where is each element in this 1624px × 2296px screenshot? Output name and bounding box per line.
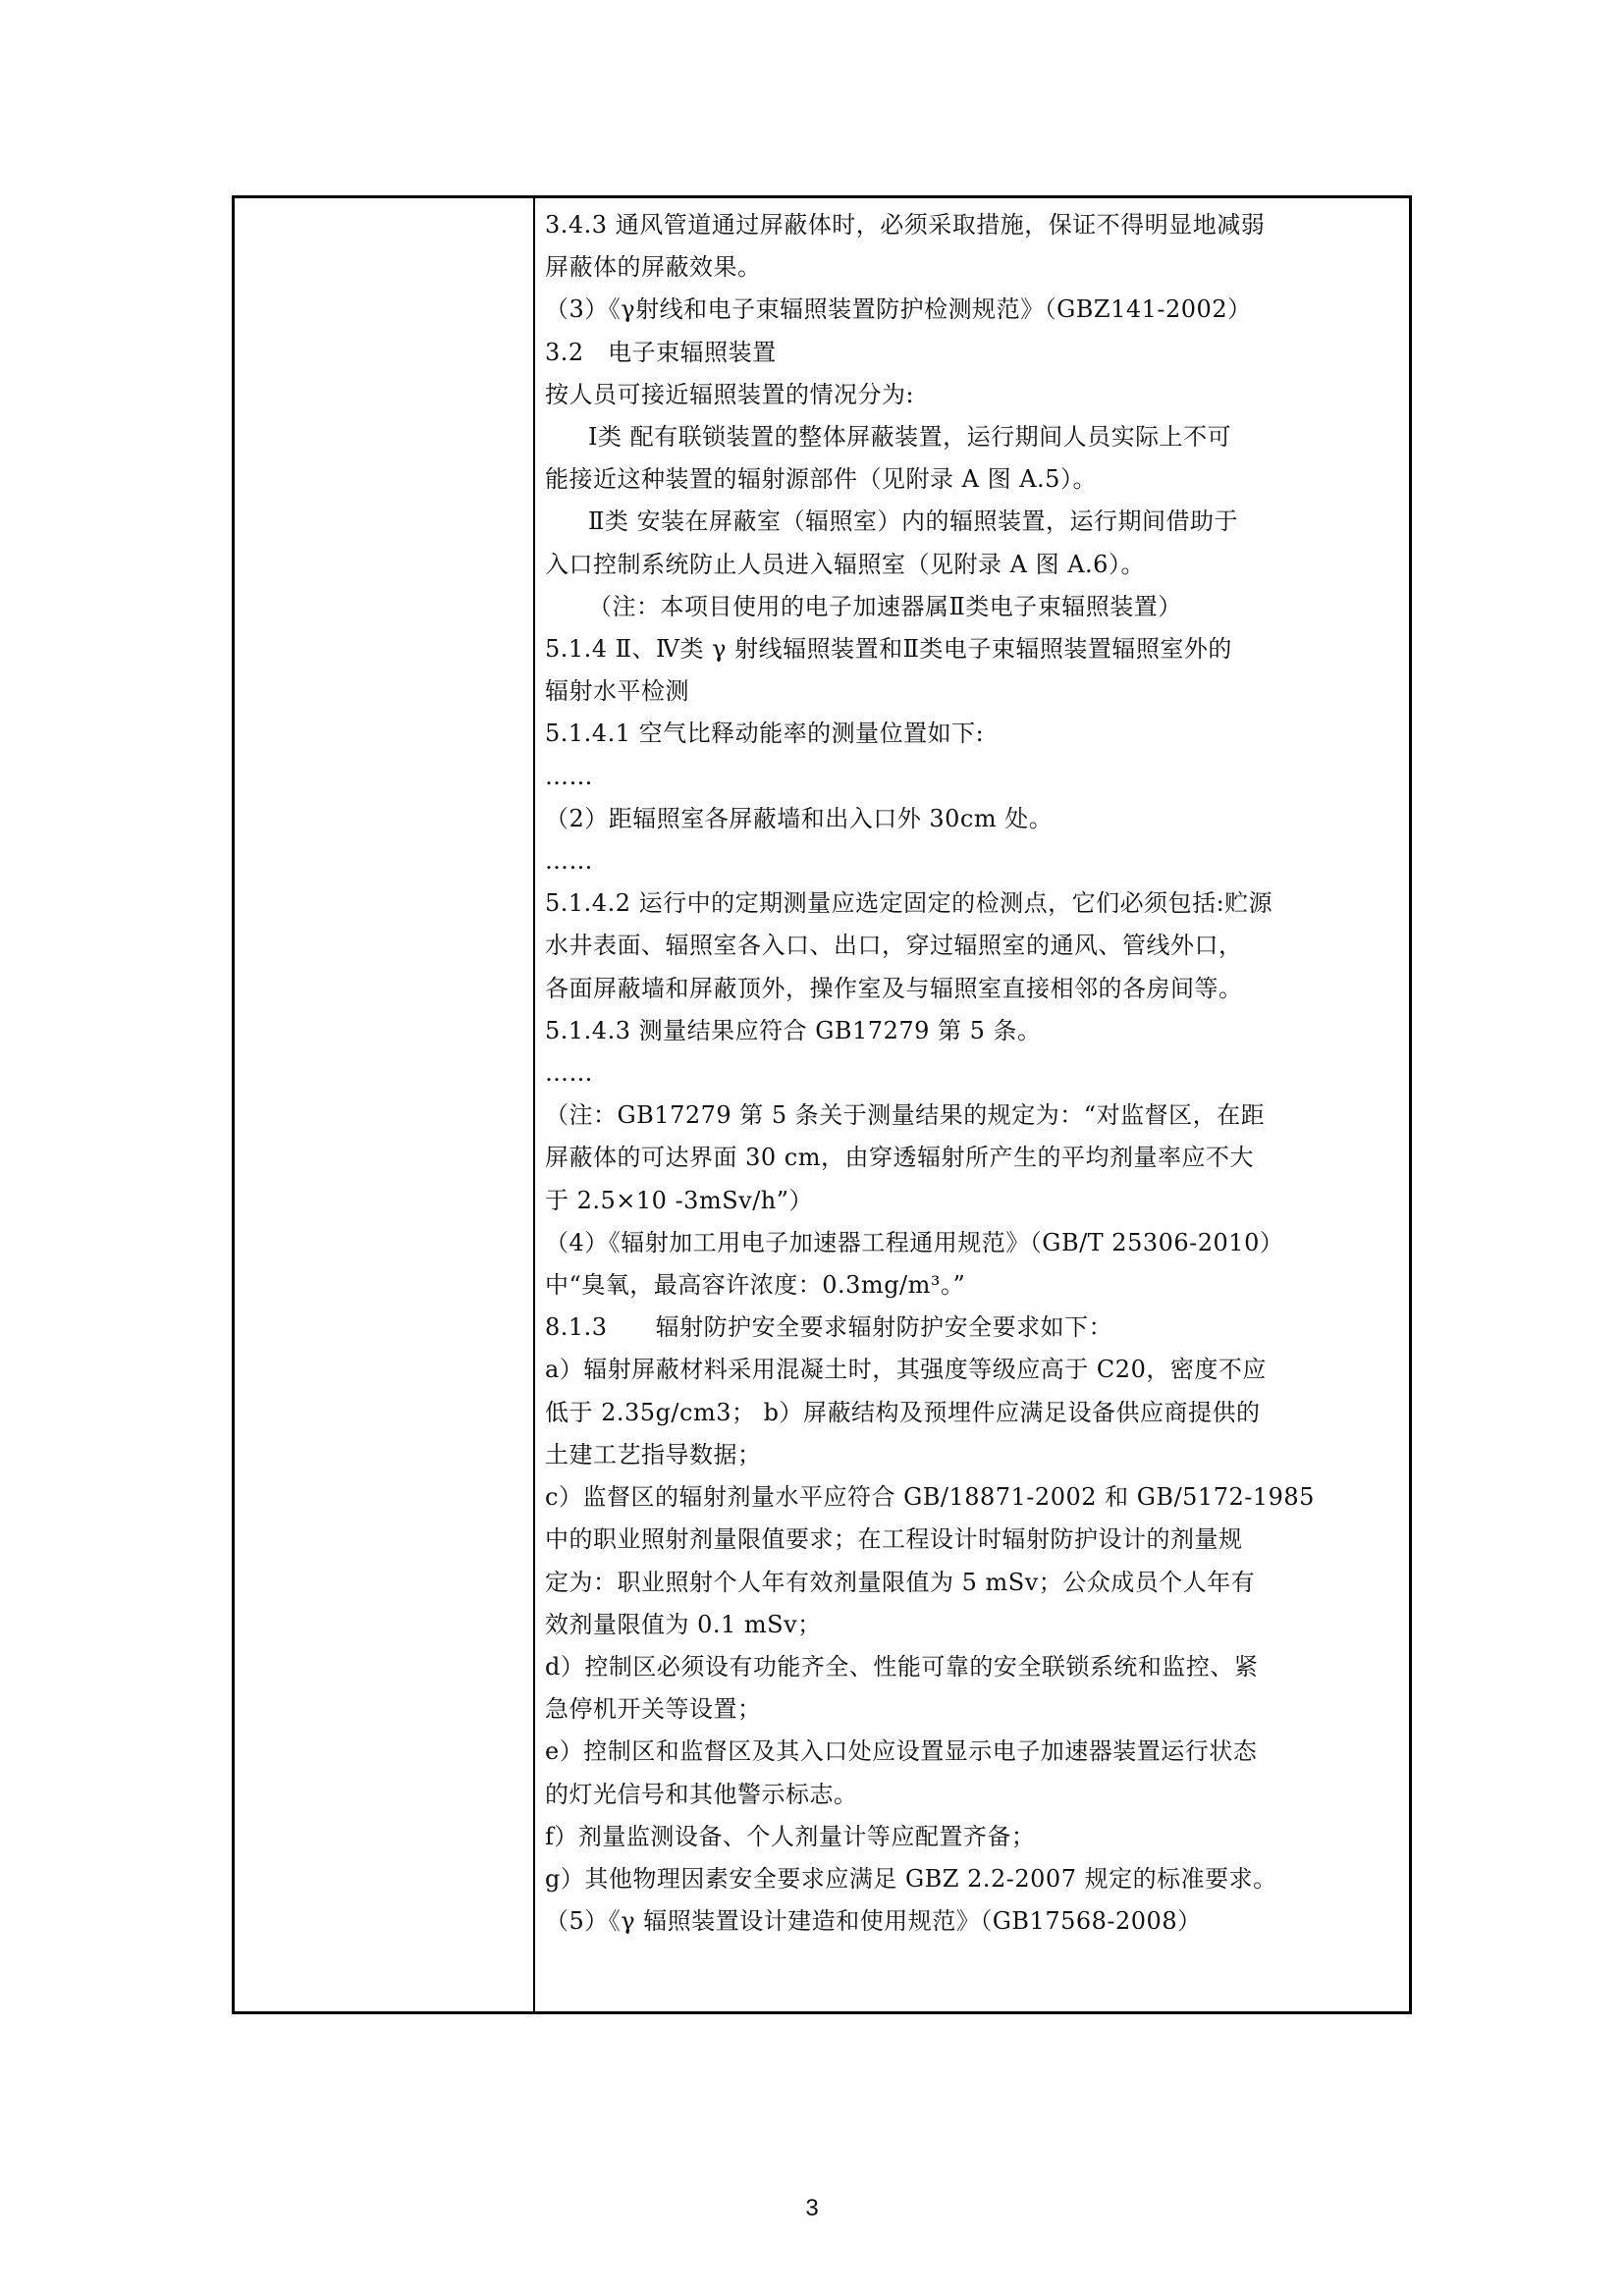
table-content-cell: [545, 204, 1395, 1943]
text-line: 3.2 电子束辐照装置: [545, 338, 777, 366]
text-line: 低于 2.35g/cm3； b）屏蔽结构及预埋件应满足设备供应商提供的: [545, 1398, 1261, 1426]
text-line: 按人员可接近辐照装置的情况分为:: [545, 380, 915, 408]
text-line: 5.1.4.2 运行中的定期测量应选定固定的检测点，它们必须包括:贮源: [545, 889, 1273, 918]
text-line: 定为：职业照射个人年有效剂量限值为 5 mSv；公众成员个人年有: [545, 1568, 1256, 1596]
text-line: a）辐射屏蔽材料采用混凝土时，其强度等级应高于 C20，密度不应: [545, 1356, 1267, 1384]
text-line: ……: [545, 762, 593, 790]
text-line: 屏蔽体的屏蔽效果。: [545, 253, 762, 282]
text-line: d）控制区必须设有功能齐全、性能可靠的安全联锁系统和监控、紧: [545, 1652, 1259, 1681]
text-line: 土建工艺指导数据；: [545, 1440, 762, 1468]
text-line: 效剂量限值为 0.1 mSv；: [545, 1610, 822, 1638]
text-line: ……: [545, 847, 593, 876]
text-line: （注：本项目使用的电子加速器属Ⅱ类电子束辐照装置）: [588, 592, 1182, 620]
page-number: 3: [805, 2195, 819, 2221]
text-line: 的灯光信号和其他警示标志。: [545, 1780, 858, 1808]
text-line: 水井表面、辐照室各入口、出口，穿过辐照室的通风、管线外口，: [545, 932, 1243, 960]
text-line: （4）《辐射加工用电子加速器工程通用规范》（GB/T 25306-2010）: [545, 1228, 1284, 1256]
text-line: 能接近这种装置的辐射源部件（见附录 A 图 A.5）。: [545, 465, 1097, 494]
text-line: 中的职业照射剂量限值要求；在工程设计时辐射防护设计的剂量规: [545, 1525, 1243, 1554]
text-line: （5）《γ 辐照装置设计建造和使用规范》（GB17568-2008）: [545, 1907, 1202, 1936]
text-line: 8.1.3 辐射防护安全要求辐射防护安全要求如下：: [545, 1313, 1113, 1342]
text-line: 各面屏蔽墙和屏蔽顶外，操作室及与辐照室直接相邻的各房间等。: [545, 974, 1243, 1002]
text-line: 5.1.4.1 空气比释动能率的测量位置如下:: [545, 720, 985, 748]
text-line: g）其他物理因素安全要求应满足 GBZ 2.2-2007 规定的标准要求。: [545, 1864, 1277, 1893]
text-line: 5.1.4 Ⅱ、Ⅳ类 γ 射线辐照装置和Ⅱ类电子束辐照装置辐照室外的: [545, 635, 1232, 664]
text-line: f）剂量监测设备、个人剂量计等应配置齐备；: [545, 1822, 1036, 1850]
text-line: （注：GB17279 第 5 条关于测量结果的规定为：“对监督区，在距: [545, 1101, 1266, 1130]
text-line: Ⅱ类 安装在屏蔽室（辐照室）内的辐照装置，运行期间借助于: [588, 507, 1238, 536]
document-table: [232, 195, 1412, 2014]
text-line: 于 2.5×10 -3mSv/h”）: [545, 1186, 814, 1214]
text-line: 中“臭氧，最高容许浓度：0.3mg/m³。”: [545, 1271, 966, 1300]
text-line: 3.4.3 通风管道通过屏蔽体时，必须采取措施，保证不得明显地减弱: [545, 211, 1266, 239]
text-line: 5.1.4.3 测量结果应符合 GB17279 第 5 条。: [545, 1016, 1042, 1044]
text-line: Ⅰ类 配有联锁装置的整体屏蔽装置，运行期间人员实际上不可: [588, 423, 1232, 452]
text-line: 急停机开关等设置；: [545, 1695, 762, 1724]
text-line: e）控制区和监督区及其入口处应设置显示电子加速器装置运行状态: [545, 1737, 1258, 1766]
table-left-column: [235, 198, 535, 2011]
text-line: c）监督区的辐射剂量水平应符合 GB/18871-2002 和 GB/5172-1985: [545, 1483, 1315, 1512]
text-line: （2）距辐照室各屏蔽墙和出入口外 30cm 处。: [545, 804, 1054, 832]
text-line: （3）《γ射线和电子束辐照装置防护检测规范》（GBZ141-2002）: [545, 295, 1252, 324]
text-line: ……: [545, 1059, 593, 1088]
text-line: 入口控制系统防止人员进入辐照室（见附录 A 图 A.6）。: [545, 550, 1145, 578]
text-line: 屏蔽体的可达界面 30 cm，由穿透辐射所产生的平均剂量率应不大: [545, 1144, 1254, 1172]
text-line: 辐射水平检测: [545, 677, 689, 706]
